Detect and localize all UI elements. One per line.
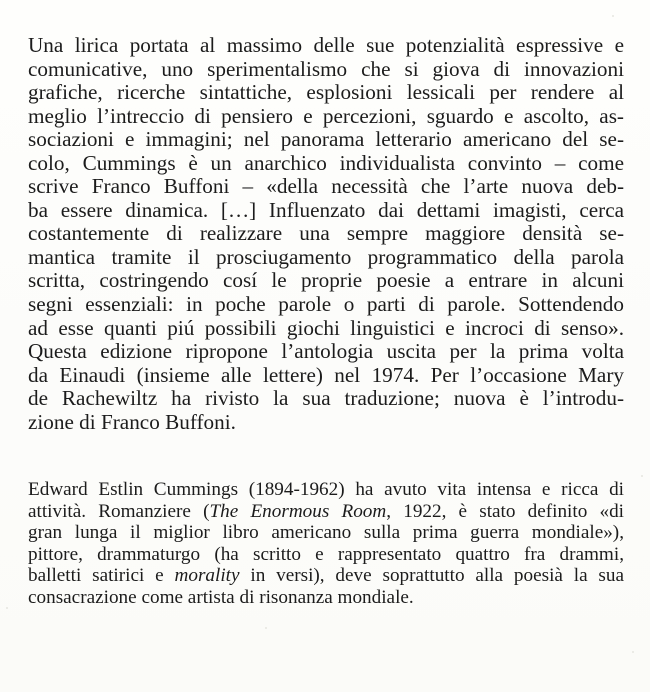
- text-line: [28, 222, 624, 246]
- italic-title: The Enormous Room: [209, 500, 387, 522]
- text-run: colo, Cummings è un anarchico individualista convinto – come: [28, 150, 624, 175]
- text-run: balletti satirici e: [28, 565, 175, 587]
- text-line: [28, 479, 624, 501]
- text-run: da Einaudi (insieme alle lettere) nel 1974. Per l’occasione Mary: [28, 362, 624, 387]
- text-run: sociazioni e immagini; nel panorama letterario americano del se-: [28, 127, 624, 152]
- paper-speck: [641, 475, 643, 477]
- text-run: de Rachewiltz ha rivisto la sua traduzione; nuova è l’introdu-: [28, 386, 624, 411]
- paper-speck: [6, 607, 8, 609]
- description-paragraph: [28, 34, 624, 434]
- text-line: [28, 340, 624, 364]
- text-line: [28, 58, 624, 82]
- text-run: consacrazione come artista di risonanza mondiale.: [28, 586, 414, 608]
- text-line: [28, 565, 624, 587]
- text-line: [28, 544, 624, 566]
- paper-speck: [612, 15, 614, 17]
- text-line: [28, 152, 624, 176]
- paper-speck: [632, 651, 634, 653]
- text-run: scritta, costringendo cosí le proprie poesie a entrare in alcuni: [28, 268, 624, 293]
- text-line: [28, 317, 624, 341]
- text-line: [28, 364, 624, 388]
- text-line: [28, 501, 624, 523]
- text-line: [28, 81, 624, 105]
- text-line: [28, 587, 624, 609]
- text-run: ba essere dinamica. […] Influenzato dai dettami imagisti, cerca: [28, 197, 624, 222]
- text-run: comunicative, uno sperimentalismo che si giova di innovazioni: [28, 56, 624, 81]
- text-run: Edward Estlin Cummings (1894-1962) ha avuto vita intensa e ricca di: [28, 479, 624, 500]
- text-run: pittore, drammaturgo (ha scritto e rappresentato quattro fra drammi,: [28, 543, 624, 565]
- text-line: [28, 199, 624, 223]
- text-run: mantica tramite il prosciugamento programmatico della parola: [28, 244, 624, 269]
- text-run: in versi), deve soprattutto alla poesià la sua: [239, 565, 624, 587]
- italic-title: morality: [174, 565, 240, 587]
- text-line: [28, 411, 624, 435]
- text-line: [28, 175, 624, 199]
- text-line: [28, 387, 624, 411]
- text-run: costantemente di realizzare una sempre maggiore densità se-: [28, 221, 624, 246]
- text-run: gran lunga il miglior libro americano sulla prima guerra mondiale»),: [28, 522, 624, 544]
- text-run: zione di Franco Buffoni.: [28, 409, 236, 434]
- text-run: scrive Franco Buffoni – «della necessità che l’arte nuova deb-: [28, 174, 624, 199]
- text-run: , 1922, è stato definito «di: [386, 500, 624, 522]
- author-bio-paragraph: [28, 479, 624, 609]
- text-run: segni essenziali: in poche parole o parti di parole. Sottendendo: [28, 292, 624, 317]
- text-line: [28, 269, 624, 293]
- text-line: [28, 293, 624, 317]
- text-run: meglio l’intreccio di pensiero e percezioni, sguardo e ascolto, as-: [28, 103, 624, 128]
- text-line: [28, 128, 624, 152]
- text-line: [28, 246, 624, 270]
- text-line: [28, 105, 624, 129]
- text-line: [28, 522, 624, 544]
- text-run: attività. Romanziere (: [28, 500, 210, 522]
- paper-speck: [265, 627, 267, 629]
- text-run: grafiche, ricerche sintattiche, esplosioni lessicali per rendere al: [28, 80, 624, 105]
- text-run: ad esse quanti piú possibili giochi linguistici e incroci di senso».: [28, 315, 624, 340]
- text-line: [28, 34, 624, 58]
- text-run: Una lirica portata al massimo delle sue potenzialità espressive e: [28, 33, 624, 57]
- text-run: Questa edizione ripropone l’antologia uscita per la prima volta: [28, 339, 624, 364]
